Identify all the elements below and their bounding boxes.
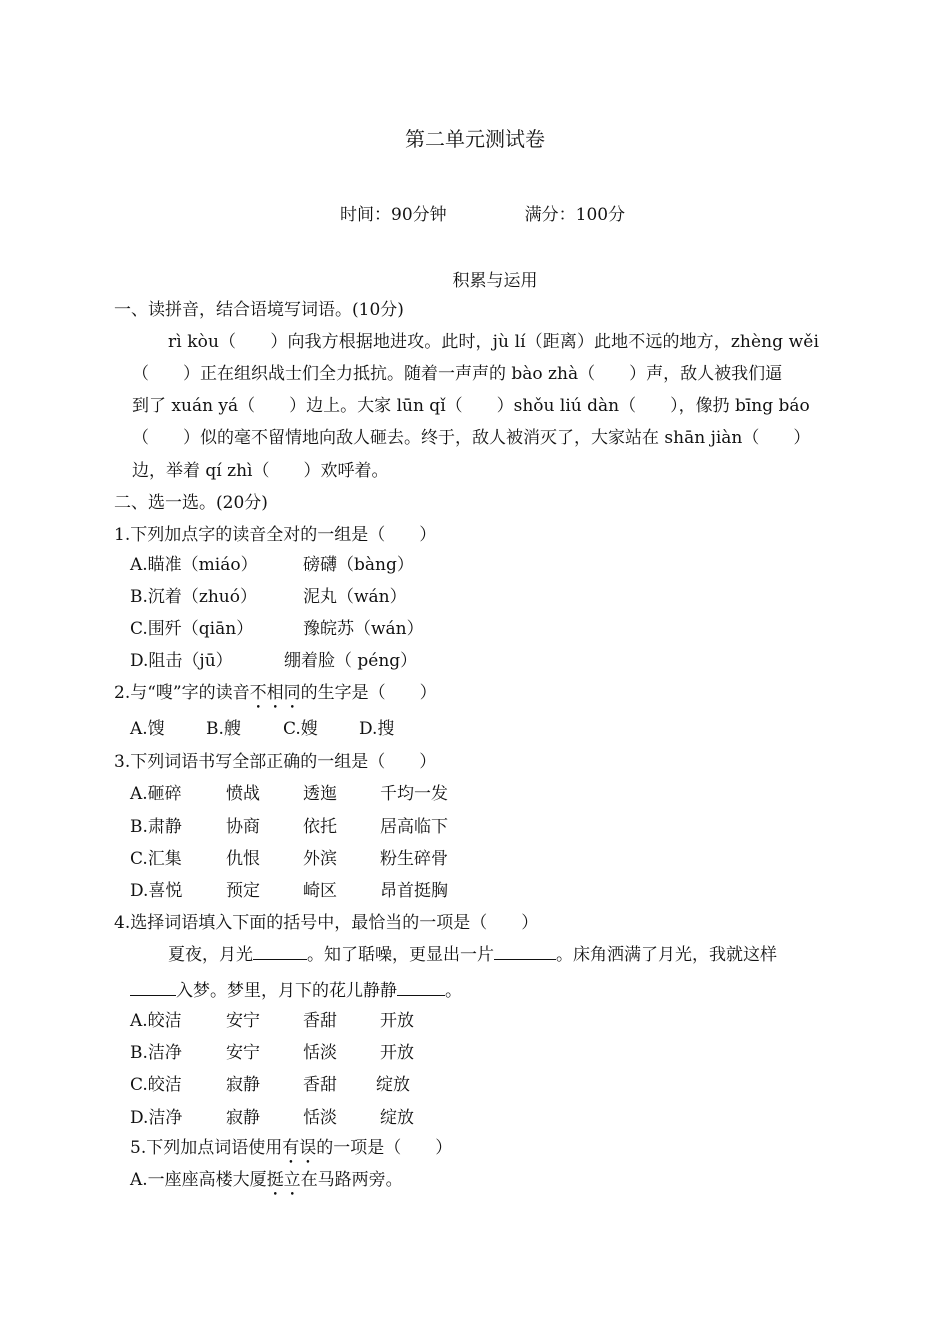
q1-line-4: （ ）似的毫不留情地向敌人砸去。终于，敌人被消灭了，大家站在 shān jiàn（ ） — [132, 428, 811, 448]
q2-4-row-c: C.皎洁 寂静 香甜 绽放 — [130, 1075, 410, 1095]
q1-line-5: 边，举着 qí zhì（ ）欢呼着。 — [132, 461, 389, 481]
q1-line-2: （ ）正在组织战士们全力抵抗。随着一声声的 bào zhà（ ）声，敌人被我们逼 — [132, 364, 783, 384]
section-title: 积累与运用 — [452, 271, 538, 291]
full-score: 满分：100分 — [524, 205, 626, 225]
q2-4-stem: 4.选择词语填入下面的括号中，最恰当的一项是（ ） — [114, 913, 539, 933]
q2-3-row-b: B.肃静 协商 依托 居高临下 — [130, 817, 448, 837]
exam-meta — [340, 200, 625, 225]
fill-blank — [397, 981, 445, 996]
q2-1-stem: 1.下列加点字的读音全对的一组是（ ） — [114, 525, 437, 545]
page-title: 第二单元测试卷 — [405, 127, 545, 151]
q2-1-option-d-2: 绷着脸（ péng） — [284, 651, 418, 671]
q2-3-row-d: D.喜悦 预定 崎区 昂首挺胸 — [130, 881, 448, 901]
time-limit: 时间：90分钟 — [340, 205, 447, 225]
fill-blank — [253, 945, 307, 960]
q2-2-option-a: A.馊 — [130, 719, 165, 739]
q2-1-option-c-2: 豫皖苏（wán） — [303, 619, 424, 639]
q2-4-row-a: A.皎洁 安宁 香甜 开放 — [130, 1011, 414, 1031]
q1-heading: 一、读拼音，结合语境写词语。(10分) — [114, 300, 404, 320]
q2-1-option-d-1: D.阻击（jū） — [130, 651, 233, 671]
emphasis-dotted-text: 挺立 — [266, 1170, 301, 1190]
q2-1-option-a-1: A.瞄准（miáo） — [130, 555, 258, 575]
q2-5-option-a: A.一座座高楼大厦挺立在马路两旁。 — [130, 1170, 403, 1190]
fill-blank — [130, 981, 176, 996]
q2-4-row-d: D.洁净 寂静 恬淡 绽放 — [130, 1108, 414, 1128]
emphasis-dotted-text: 不相同 — [249, 683, 301, 703]
q2-3-row-c: C.汇集 仇恨 外滨 粉生碎骨 — [130, 849, 448, 869]
q1-line-3: 到了 xuán yá（ ）边上。大家 lūn qǐ（ ）shǒu liú dàn（ ），像扔 bīng báo — [132, 396, 810, 416]
q2-1-option-a-2: 磅礴（bàng） — [303, 555, 414, 575]
q2-2-option-d: D.搜 — [359, 719, 395, 739]
q2-2-option-b: B.艘 — [206, 719, 241, 739]
q2-4-passage-line-2: 入梦。梦里，月下的花儿静静 。 — [130, 979, 462, 1003]
fill-blank — [494, 945, 556, 960]
q2-heading: 二、选一选。(20分) — [114, 493, 268, 513]
emphasis-dotted-text: 有误 — [282, 1138, 317, 1158]
q2-2-options — [130, 717, 394, 741]
q2-1-option-c-1: C.围歼（qiān） — [130, 619, 254, 639]
q1-line-1: rì kòu（ ）向我方根据地进攻。此时，jù lí（距离）此地不远的地方，zhèng wěi — [168, 332, 819, 352]
q2-4-row-b: B.洁净 安宁 恬淡 开放 — [130, 1043, 414, 1063]
q2-2-stem: 2.与“嗖”字的读音不相同的生字是（ ） — [114, 683, 437, 703]
q2-1-option-b-2: 泥丸（wán） — [303, 587, 407, 607]
q2-1-option-b-1: B.沉着（zhuó） — [130, 587, 257, 607]
q2-2-option-c: C.嫂 — [283, 719, 318, 739]
q2-4-passage-line-1: 夏夜，月光 。知了聒噪，更显出一片 。床角洒满了月光，我就这样 — [168, 945, 777, 965]
q2-5-stem: 5.下列加点词语使用有误的一项是（ ） — [130, 1138, 453, 1158]
q2-3-row-a: A.砸碎 愤战 透迤 千均一发 — [130, 784, 448, 804]
q2-3-stem: 3.下列词语书写全部正确的一组是（ ） — [114, 752, 437, 772]
